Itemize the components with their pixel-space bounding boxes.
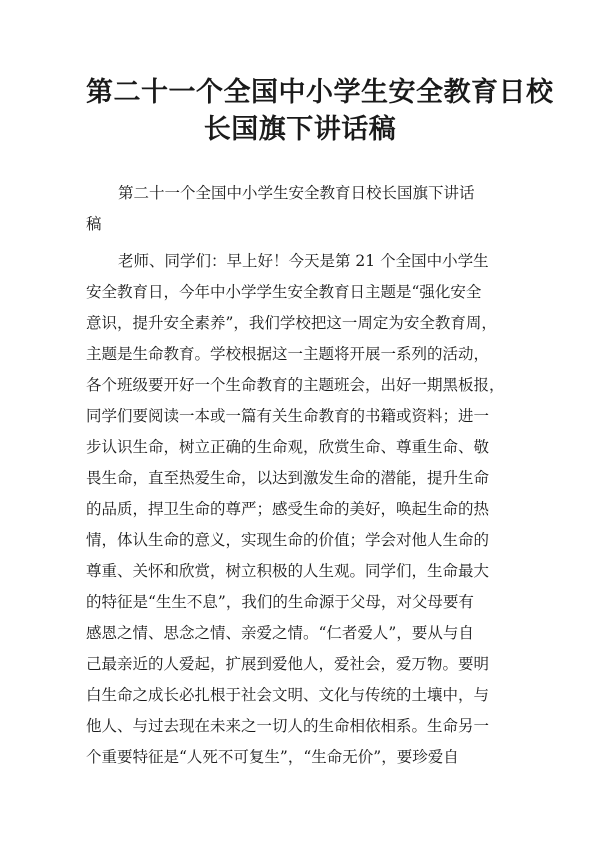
- text-line: 白生命之成长必扎根于社会文明、文化与传统的土壤中，与: [86, 686, 490, 704]
- text-line: 的特征是“生生不息”，我们的生命源于父母，对父母要有: [86, 593, 474, 611]
- text-line: 同学们要阅读一本或一篇有关生命教育的书籍或资料；进一: [86, 407, 490, 425]
- title-line: 第二十一个全国中小学生安全教育日校: [86, 77, 554, 108]
- text-line: 情，体认生命的意义，实现生命的价值；学会对他人生命的: [86, 531, 490, 549]
- text-line: 主题是生命教育。学校根据这一主题将开展一系列的活动，: [86, 345, 490, 363]
- title-line: 长国旗下讲话稿: [203, 114, 397, 145]
- text-line: 各个班级要开好一个生命教育的主题班会，出好一期黑板报，: [86, 376, 505, 394]
- text-line: 步认识生命，树立正确的生命观，欣赏生命、尊重生命、敬: [86, 438, 490, 456]
- text-line: 他人、与过去现在未来之一切人的生命相依相系。生命另一: [86, 717, 490, 735]
- text-line: 畏生命，直至热爱生命，以达到激发生命的潜能，提升生命: [86, 469, 490, 487]
- text-line: 安全教育日，今年中小学学生安全教育日主题是“强化安全: [86, 283, 482, 301]
- text-line: 尊重、关怀和欣赏，树立积极的人生观。同学们，生命最大: [86, 562, 490, 580]
- text-line: 个重要特征是“人死不可复生”，“生命无价”，要珍爱自: [86, 748, 459, 766]
- text-line: 老师、同学们：早上好！今天是第 21 个全国中小学生: [118, 252, 489, 270]
- text-line: 的品质，捍卫生命的尊严；感受生命的美好，唤起生命的热: [86, 500, 490, 518]
- text-line: 感恩之情、思念之情、亲爱之情。“仁者爱人”，要从与自: [86, 624, 474, 642]
- text-line: 己最亲近的人爱起，扩展到爱他人，爱社会，爱万物。要明: [86, 655, 490, 673]
- text-line: 第二十一个全国中小学生安全教育日校长国旗下讲话: [118, 184, 475, 202]
- document-body: [86, 178, 514, 773]
- speech-paragraph: [86, 246, 514, 773]
- subtitle-paragraph: [86, 178, 514, 240]
- document-title: [86, 74, 554, 148]
- text-line: 稿: [86, 215, 102, 233]
- text-line: 意识，提升安全素养”，我们学校把这一周定为安全教育周，: [86, 314, 497, 332]
